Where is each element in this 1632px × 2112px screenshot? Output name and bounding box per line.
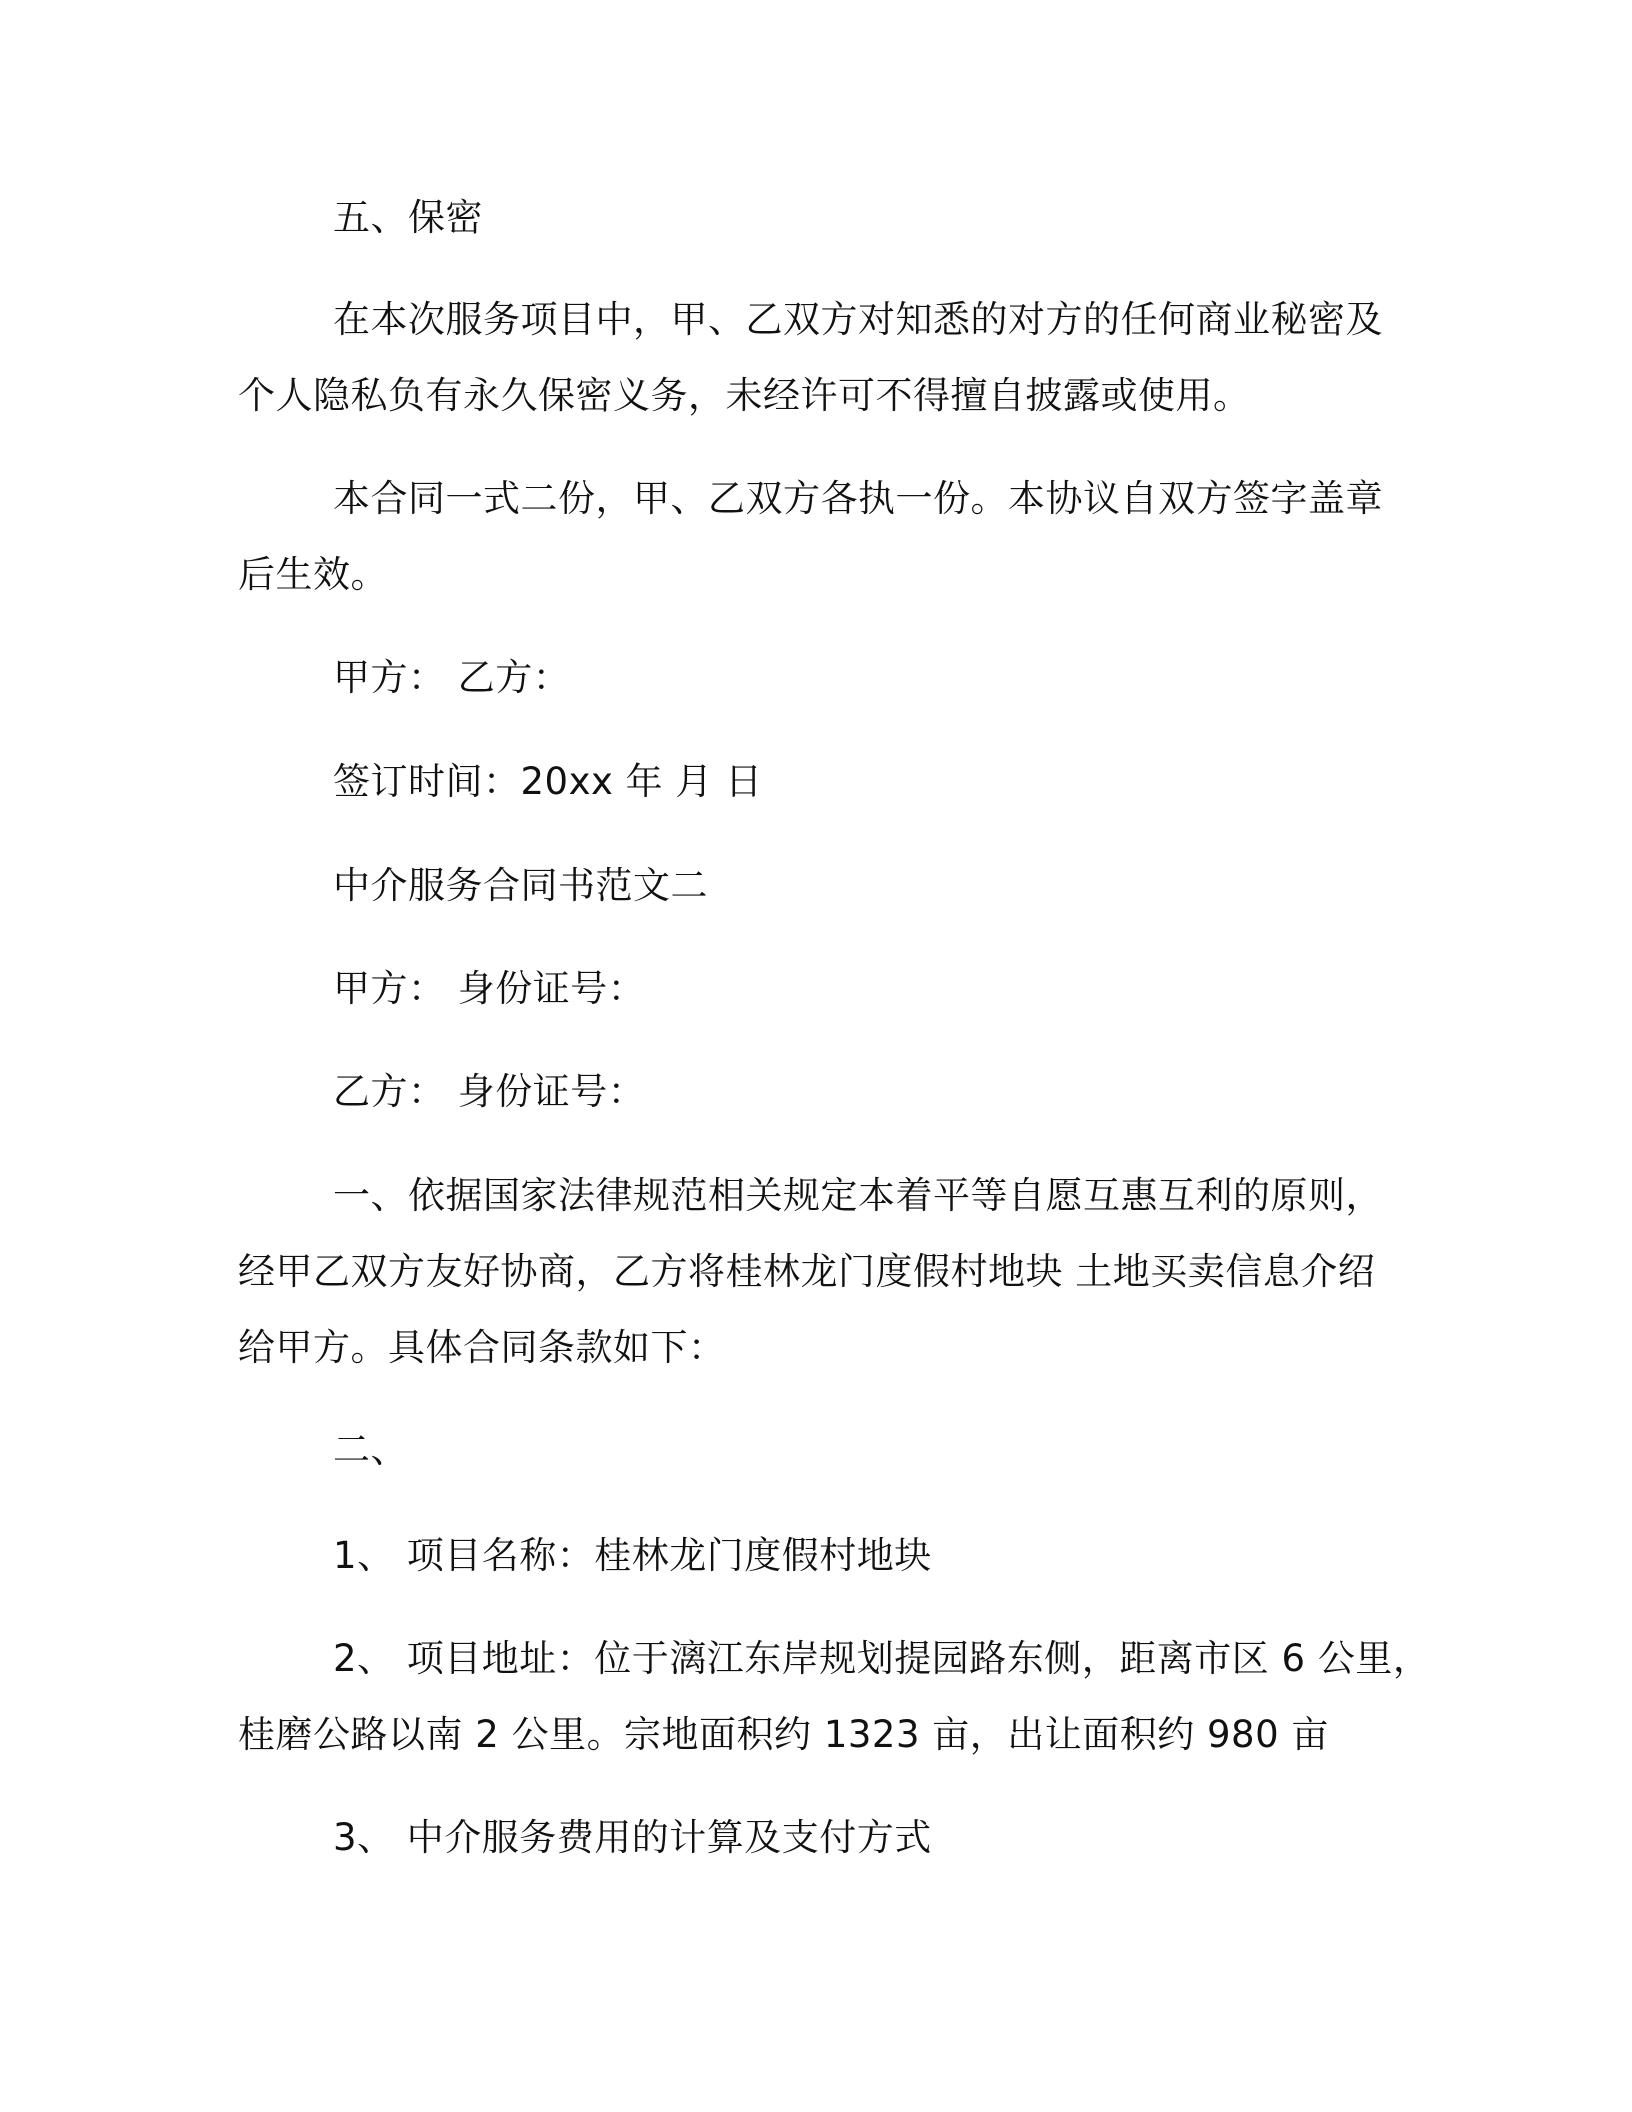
list-item: 2、 项目地址：位于漓江东岸规划提园路东侧，距离市区 6 公里， [333, 1637, 1431, 1680]
paragraph-line: 经甲乙双方友好协商，乙方将桂林龙门度假村地块 土地买卖信息介绍 [238, 1250, 1376, 1293]
section-heading: 二、 [333, 1428, 408, 1471]
paragraph-line: 后生效。 [238, 553, 388, 596]
section-heading: 五、保密 [333, 196, 483, 239]
paragraph-line: 个人隐私负有永久保密义务，未经许可不得擅自披露或使用。 [238, 374, 1251, 417]
list-item: 3、 中介服务费用的计算及支付方式 [333, 1816, 932, 1859]
contract-title: 中介服务合同书范文二 [333, 864, 708, 907]
paragraph-line: 给甲方。具体合同条款如下： [238, 1326, 726, 1369]
paragraph-line: 本合同一式二份，甲、乙双方各执一份。本协议自双方签字盖章 [333, 477, 1383, 520]
paragraph-line: 桂磨公路以南 2 公里。宗地面积约 1323 亩，出让面积约 980 亩 [238, 1713, 1329, 1756]
paragraph-line: 一、依据国家法律规范相关规定本着平等自愿互惠互利的原则， [333, 1174, 1383, 1217]
party-a-id: 甲方： 身份证号： [333, 967, 646, 1010]
signature-parties: 甲方： 乙方： [333, 656, 571, 699]
party-b-id: 乙方： 身份证号： [333, 1070, 646, 1113]
signing-date: 签订时间：20xx 年 月 日 [333, 760, 763, 803]
paragraph-line: 在本次服务项目中，甲、乙双方对知悉的对方的任何商业秘密及 [333, 298, 1383, 341]
list-item: 1、 项目名称：桂林龙门度假村地块 [333, 1534, 932, 1577]
